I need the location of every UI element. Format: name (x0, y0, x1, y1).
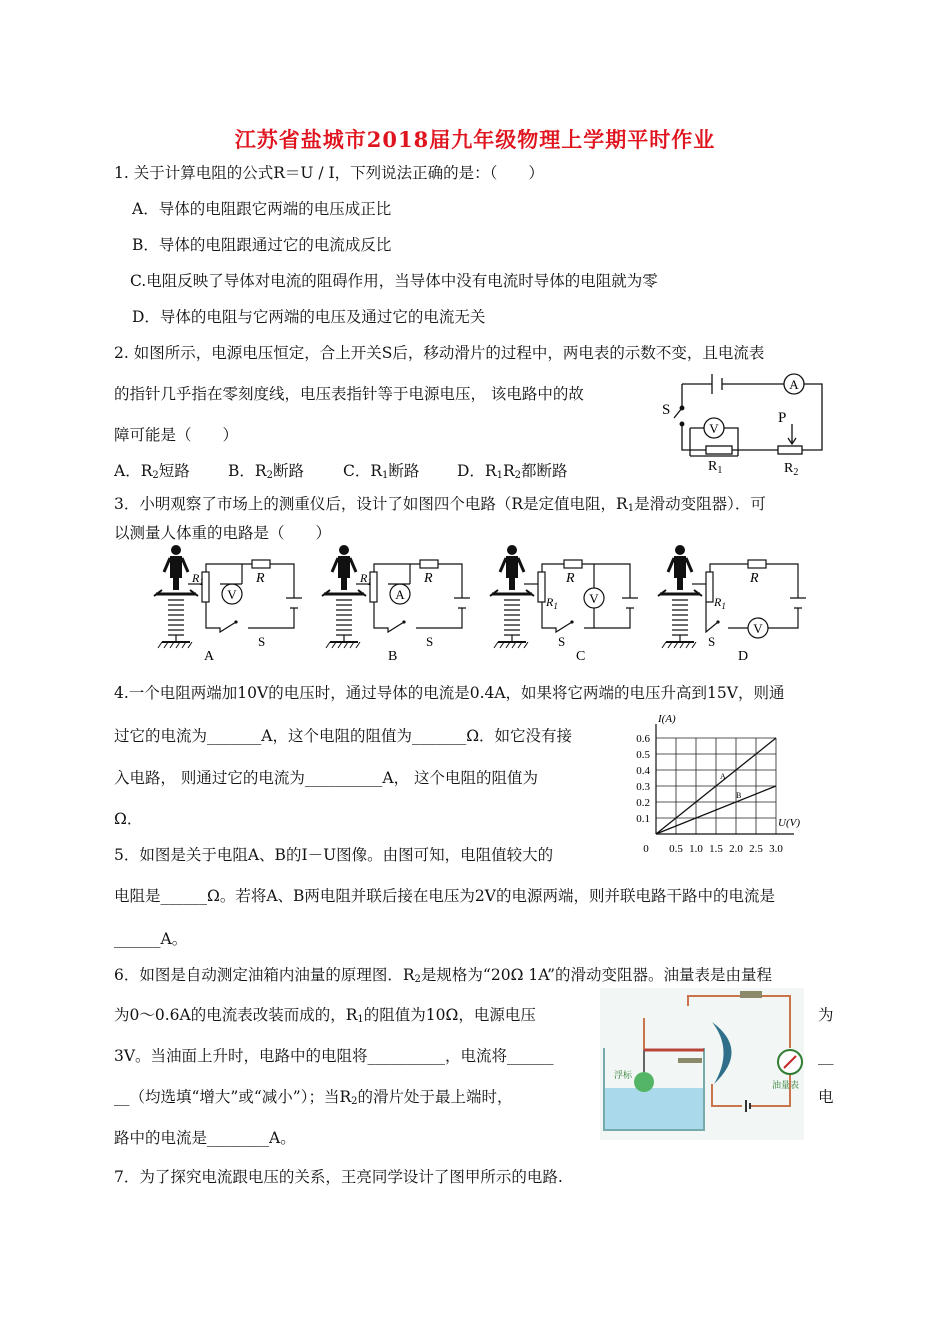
q1-option-d: D．导体的电阻与它两端的电压及通过它的电流无关 (132, 308, 486, 326)
q2-circuit-diagram (660, 368, 830, 478)
q1-option-a: A．导体的电阻跟它两端的电压成正比 (132, 200, 392, 218)
q3-circuit-a (154, 545, 302, 664)
chart-y-axis-label: I(A) (658, 713, 676, 725)
q3-c-switch-label: S (558, 634, 566, 649)
q3-d-switch-label: S (708, 634, 716, 649)
q6-line1: 6．如图是自动测定油箱内油量的原理图．$R_2$是规格为“20Ω 1A”的滑动变阻器。油量表是由量程 (114, 966, 773, 985)
q3-line2: 以测量人体重的电路是（ ） (114, 524, 332, 542)
q4-line1: 4.一个电阻两端加10V的电压时，通过导体的电流是0.4A，如果将它两端的电压升高到15V，则通 (114, 684, 785, 702)
q2-line3: 障可能是（ ） (114, 426, 239, 444)
chart-x-tick-label: 3.0 (769, 843, 783, 855)
q2-r1-label: $R_1$ (708, 459, 723, 476)
q3-c-meter-label: V (589, 591, 599, 606)
q5-line1: 5．如图是关于电阻A、B的I－U图像。由图可知，电阻值较大的 (114, 846, 554, 864)
q2-option-a: A．$R_2$短路 (114, 462, 190, 481)
q2-option-c: C．$R_1$断路 (343, 462, 420, 481)
q3-b-meter-label: A (395, 587, 405, 602)
chart-y-tick-label: 0.6 (636, 733, 650, 745)
chart-y-tick-label: 0.5 (636, 749, 650, 761)
q6-float-label: 浮标 (614, 1070, 633, 1080)
q6-meter-label: 油量表 (772, 1080, 800, 1090)
iu-chart (628, 713, 818, 856)
q1-stem: 1. 关于计算电阻的公式R＝U / I，下列说法正确的是：（ ） (114, 164, 544, 182)
q6-oil-tank-figure (600, 988, 804, 1140)
q3-circuit-c (490, 545, 638, 664)
q3-c-r1-label: $R_1$ (546, 595, 558, 611)
q6-line3: 3V。当油面上升时，电路中的电阻将__________，电流将______ (114, 1047, 554, 1065)
q6-line2-right: 为 (818, 1006, 834, 1024)
q4-line3: 入电路， 则通过它的电流为__________A， 这个电阻的阻值为 (114, 769, 539, 787)
q3-b-r1-label: $R_1$ (360, 571, 372, 587)
q6-line5: 路中的电流是________A。 (114, 1129, 296, 1147)
q6-line4-right: 电 (818, 1088, 834, 1106)
q2-r2-label: $R_2$ (784, 461, 799, 478)
q6-line3-right: __ (818, 1047, 834, 1065)
chart-y-tick-label: 0.3 (636, 781, 650, 793)
chart-y-tick-label: 0.2 (636, 797, 650, 809)
q3-label-c: C (576, 649, 586, 664)
q6-line4: __（均选填“增大”或“减小”）；当$R_2$的滑片处于最上端时， (114, 1088, 513, 1107)
q3-circuit-d (658, 545, 806, 664)
q4-line4: Ω． (114, 810, 143, 828)
q3-a-r1-label: $R_1$ (192, 571, 204, 587)
q3-d-meter-label: V (753, 621, 763, 636)
q3-line1: 3．小明观察了市场上的测重仪后，设计了如图四个电路（R是定值电阻，$R_1$是滑动变阻器）．可 (114, 495, 766, 514)
q2-slider-label: P (778, 410, 787, 426)
q3-a-meter-label: V (227, 587, 237, 602)
q2-line2: 的指针几乎指在零刻度线，电压表指针等于电源电压， 该电路中的故 (114, 385, 584, 403)
q5-line2: 电阻是______Ω。若将A、B两电阻并联后接在电压为2V的电源两端，则并联电路干路中的电流是 (114, 887, 775, 905)
q2-voltmeter-label: V (709, 421, 719, 436)
q3-d-r-label: R (750, 571, 759, 586)
page-title: 江苏省盐城市2018届九年级物理上学期平时作业 (234, 127, 716, 152)
chart-series-label-b: B (736, 791, 742, 800)
chart-x-tick-label: 0.5 (669, 843, 683, 855)
q3-b-r-label: R (424, 571, 433, 586)
q3-c-r-label: R (566, 571, 575, 586)
chart-x-tick-label: 1.5 (709, 843, 723, 855)
chart-series-label-a: A (720, 771, 726, 781)
chart-x-tick-label: 1.0 (689, 843, 703, 855)
q3-b-switch-label: S (426, 634, 434, 649)
q3-label-d: D (738, 649, 749, 664)
chart-x-tick-label: 2.5 (749, 843, 763, 855)
q6-line2: 为0～0.6A的电流表改装而成的，$R_1$的阻值为10Ω，电源电压 (114, 1006, 536, 1025)
q2-option-d: D．$R_1R_2$都断路 (457, 462, 568, 481)
q1-option-b: B．导体的电阻跟通过它的电流成反比 (132, 236, 392, 254)
q2-switch-label: S (662, 402, 671, 418)
q3-d-r1-label: $R_1$ (714, 595, 726, 611)
chart-y-tick-label: 0.4 (636, 765, 650, 777)
chart-x-axis-label: U(V) (778, 817, 800, 829)
q1-option-c: C.电阻反映了导体对电流的阻碍作用，当导体中没有电流时导体的电阻就为零 (130, 272, 658, 290)
q3-circuits-figure (148, 550, 828, 665)
q3-label-a: A (204, 649, 215, 664)
q2-line1: 2. 如图所示，电源电压恒定，合上开关S后，移动滑片的过程中，两电表的示数不变，且电流表 (114, 344, 765, 362)
q3-a-r-label: R (256, 571, 265, 586)
chart-x-tick-label: 2.0 (729, 843, 743, 855)
q7-line1: 7．为了探究电流跟电压的关系，王亮同学设计了图甲所示的电路. (114, 1168, 563, 1186)
chart-x-tick-label: 0 (643, 843, 649, 855)
q3-circuit-b (322, 545, 470, 664)
q2-ammeter-label: A (789, 377, 799, 392)
q3-a-switch-label: S (258, 634, 266, 649)
chart-y-tick-label: 0.1 (636, 813, 650, 825)
q2-option-b: B．$R_2$断路 (228, 462, 304, 481)
q4-line2: 过它的电流为_______A，这个电阻的阻值为_______Ω．如它没有接 (114, 727, 573, 745)
q3-label-b: B (388, 649, 398, 664)
q5-line3: ______A。 (114, 930, 188, 948)
